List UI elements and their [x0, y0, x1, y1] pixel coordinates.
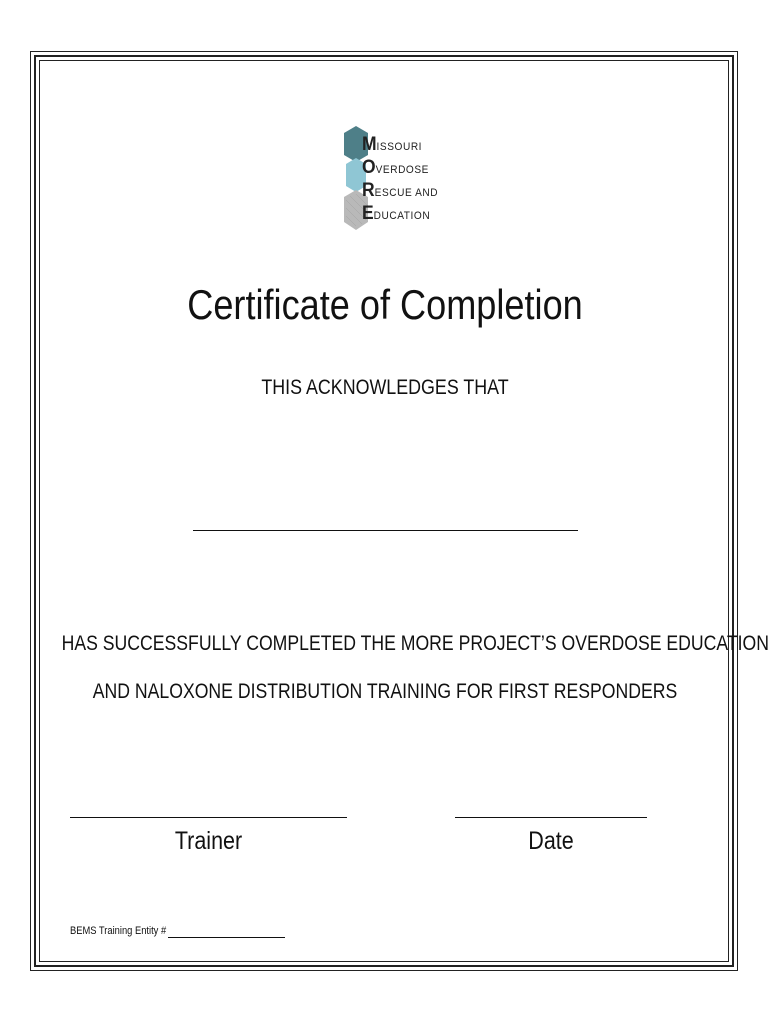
date-label: Date: [528, 827, 574, 855]
trainer-signature-line[interactable]: [70, 817, 347, 818]
logo-line-overdose: [362, 157, 429, 178]
certificate-title: Certificate of Completion: [187, 281, 583, 328]
completion-statement-line-2: AND NALOXONE DISTRIBUTION TRAINING FOR FIRST RESPONDERS: [92, 680, 678, 703]
completion-statement-line-1: HAS SUCCESSFULLY COMPLETED THE MORE PROJECT’S OVERDOSE EDUCATION: [61, 632, 769, 655]
logo-initial-r: R: [362, 180, 375, 201]
date-signature-line[interactable]: [455, 817, 647, 818]
logo-line-rescue: [362, 180, 439, 201]
logo-initial-m: M: [362, 134, 377, 155]
logo-rest-overdose: VERDOSE: [375, 164, 429, 176]
logo-line-education: [362, 203, 431, 224]
logo-initial-e: E: [362, 203, 374, 224]
logo-initial-o: O: [362, 157, 376, 178]
logo-rest-missouri: ISSOURI: [376, 141, 423, 153]
trainer-label: Trainer: [174, 827, 243, 855]
bems-training-entity-label: BEMS Training Entity #: [70, 925, 167, 937]
logo-rest-rescue: ESCUE AND: [374, 187, 439, 199]
certificate-subtitle: THIS ACKNOWLEDGES THAT: [261, 376, 509, 399]
logo-rest-education: DUCATION: [373, 210, 431, 222]
recipient-name-line[interactable]: [193, 530, 578, 531]
bems-training-entity-line[interactable]: [168, 937, 285, 938]
logo-line-missouri: [362, 134, 423, 155]
